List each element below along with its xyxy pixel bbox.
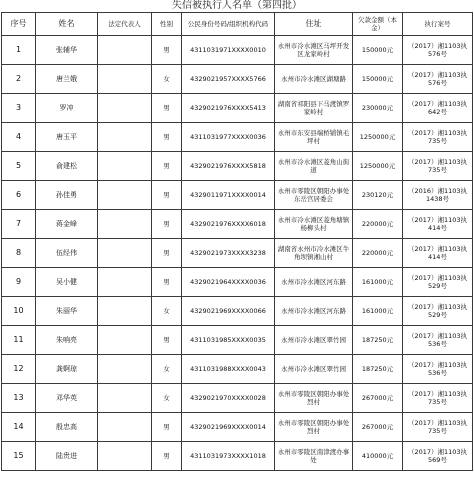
cell-name: 邓华英 [36,384,98,413]
cell-no: 4 [2,123,36,152]
cell-id: 4311031973XXXX1018 [182,442,275,471]
cell-case: （2017）湘1103执536号 [403,355,473,384]
table-row [2,326,473,355]
cell-amount: 1250000元 [353,152,403,181]
header-id: 公民身份号码/组织机构代码 [182,13,275,36]
cell-id: 4311031977XXXX0036 [182,123,275,152]
header-amount: 欠款金额（本金） [353,13,403,36]
cell-no: 12 [2,355,36,384]
debtor-table [1,12,473,471]
cell-no: 3 [2,94,36,123]
cell-id: 4329021976XXXX6018 [182,210,275,239]
cell-legal-rep [98,181,152,210]
cell-address: 永州市零陵区朝阳办事处烈村 [275,384,353,413]
cell-no: 5 [2,152,36,181]
cell-amount: 1250000元 [353,123,403,152]
cell-no: 15 [2,442,36,471]
cell-name: 罗冲 [36,94,98,123]
cell-no: 6 [2,181,36,210]
table-row [2,94,473,123]
cell-gender: 男 [152,326,182,355]
cell-case: （2017）湘1103执569号 [403,442,473,471]
cell-amount: 230120元 [353,181,403,210]
cell-id: 4329021976XXXX5413 [182,94,275,123]
cell-address: 湖南省祁阳县下马渡镇罗家岭村 [275,94,353,123]
cell-amount: 220000元 [353,210,403,239]
table-row [2,152,473,181]
cell-gender: 女 [152,384,182,413]
cell-case: （2017）湘1103执529号 [403,268,473,297]
cell-id: 4329021969XXXX0066 [182,297,275,326]
table-row [2,36,473,65]
cell-no: 1 [2,36,36,65]
cell-amount: 161000元 [353,268,403,297]
table-row [2,442,473,471]
cell-amount: 161000元 [353,297,403,326]
cell-address: 永州市零陵区朝阳办事处东岳宫居委会 [275,181,353,210]
cell-amount: 150000元 [353,36,403,65]
cell-no: 7 [2,210,36,239]
cell-case: （2017）湘1103执735号 [403,123,473,152]
cell-address: 永州市冷水滩区翠竹园 [275,355,353,384]
cell-gender: 男 [152,268,182,297]
cell-id: 4329021970XXXX0028 [182,384,275,413]
cell-legal-rep [98,123,152,152]
cell-legal-rep [98,94,152,123]
header-name: 姓名 [36,13,98,36]
page-title: 失信被执行人名单（第四批） [172,0,302,11]
cell-legal-rep [98,65,152,94]
cell-legal-rep [98,210,152,239]
cell-id: 4329021969XXXX0014 [182,413,275,442]
cell-address: 永州市冷水滩区湖塘路 [275,65,353,94]
cell-gender: 男 [152,123,182,152]
table-row [2,355,473,384]
cell-id: 4311031971XXXX0010 [182,36,275,65]
cell-address: 永州市冷水滩区翠竹园 [275,326,353,355]
cell-legal-rep [98,326,152,355]
cell-name: 唐兰娥 [36,65,98,94]
cell-amount: 267000元 [353,413,403,442]
table-row [2,297,473,326]
cell-case: （2017）湘1103执536号 [403,326,473,355]
cell-name: 张辅华 [36,36,98,65]
cell-amount: 150000元 [353,65,403,94]
cell-id: 4311031988XXXX0043 [182,355,275,384]
cell-no: 11 [2,326,36,355]
cell-case: （2017）湘1103执414号 [403,210,473,239]
cell-id: 4329021957XXXX5766 [182,65,275,94]
cell-amount: 187250元 [353,355,403,384]
cell-case: （2017）湘1103执576号 [403,36,473,65]
cell-id: 4329021964XXXX0036 [182,268,275,297]
cell-gender: 男 [152,210,182,239]
cell-gender: 男 [152,413,182,442]
cell-gender: 女 [152,355,182,384]
header-row [2,13,473,36]
cell-address: 永州市冷水滩区菱角塘镇杨柳头村 [275,210,353,239]
cell-case: （2017）湘1103执735号 [403,384,473,413]
cell-no: 2 [2,65,36,94]
cell-gender: 男 [152,442,182,471]
cell-case: （2017）湘1103执735号 [403,152,473,181]
cell-case: （2017）湘1103执529号 [403,297,473,326]
cell-case: （2017）湘1103执642号 [403,94,473,123]
table-row [2,413,473,442]
cell-no: 8 [2,239,36,268]
cell-address: 永州市冷水滩区河东路 [275,297,353,326]
cell-legal-rep [98,36,152,65]
cell-gender: 男 [152,152,182,181]
cell-id: 4311031985XXXX0035 [182,326,275,355]
header-gender: 性别 [152,13,182,36]
header-legal-rep: 法定代表人 [98,13,152,36]
cell-name: 殷忠高 [36,413,98,442]
cell-gender: 男 [152,94,182,123]
cell-amount: 410000元 [353,442,403,471]
cell-amount: 220000元 [353,239,403,268]
cell-address: 永州市冷水滩区菱角山街道 [275,152,353,181]
cell-name: 唐玉平 [36,123,98,152]
cell-gender: 男 [152,36,182,65]
cell-legal-rep [98,268,152,297]
cell-address: 永州市东安县端桥铺镇毛坪村 [275,123,353,152]
cell-name: 朱丽华 [36,297,98,326]
cell-no: 9 [2,268,36,297]
cell-address: 永州市冷水滩区河东路 [275,268,353,297]
table-row [2,65,473,94]
cell-case: （2016）湘1103执1438号 [403,181,473,210]
cell-name: 孙佳勇 [36,181,98,210]
cell-legal-rep [98,413,152,442]
header-address: 住址 [275,13,353,36]
cell-legal-rep [98,384,152,413]
cell-legal-rep [98,297,152,326]
cell-id: 4329021976XXXX5818 [182,152,275,181]
cell-amount: 187250元 [353,326,403,355]
cell-no: 13 [2,384,36,413]
cell-legal-rep [98,442,152,471]
header-no: 序号 [2,13,36,36]
cell-address: 永州市零陵区南津渡办事处 [275,442,353,471]
table-row [2,268,473,297]
table-row [2,181,473,210]
cell-address: 永州市冷水滩区马坪开发区龙家岭村 [275,36,353,65]
cell-no: 14 [2,413,36,442]
cell-address: 湖南省永州市冷水滩区牛角坝镇湘山村 [275,239,353,268]
table-row [2,384,473,413]
cell-legal-rep [98,239,152,268]
cell-id: 4329021973XXXX3238 [182,239,275,268]
cell-case: （2017）湘1103执576号 [403,65,473,94]
cell-amount: 230000元 [353,94,403,123]
cell-gender: 女 [152,65,182,94]
cell-name: 朱响亮 [36,326,98,355]
header-case: 执行案号 [403,13,473,36]
cell-legal-rep [98,152,152,181]
cell-name: 龚婀琼 [36,355,98,384]
cell-name: 伍经伟 [36,239,98,268]
cell-legal-rep [98,355,152,384]
cell-name: 吴小健 [36,268,98,297]
cell-no: 10 [2,297,36,326]
table-row [2,123,473,152]
cell-name: 俞建松 [36,152,98,181]
cell-case: （2017）湘1103执735号 [403,413,473,442]
cell-gender: 男 [152,181,182,210]
cell-name: 陆贵进 [36,442,98,471]
table-row [2,210,473,239]
cell-gender: 男 [152,239,182,268]
cell-amount: 267000元 [353,384,403,413]
cell-name: 蒋金峰 [36,210,98,239]
cell-address: 永州市零陵区朝阳办事处烈村 [275,413,353,442]
table-row [2,239,473,268]
cell-id: 4329011971XXXX0014 [182,181,275,210]
cell-gender: 女 [152,297,182,326]
cell-case: （2017）湘1103执414号 [403,239,473,268]
